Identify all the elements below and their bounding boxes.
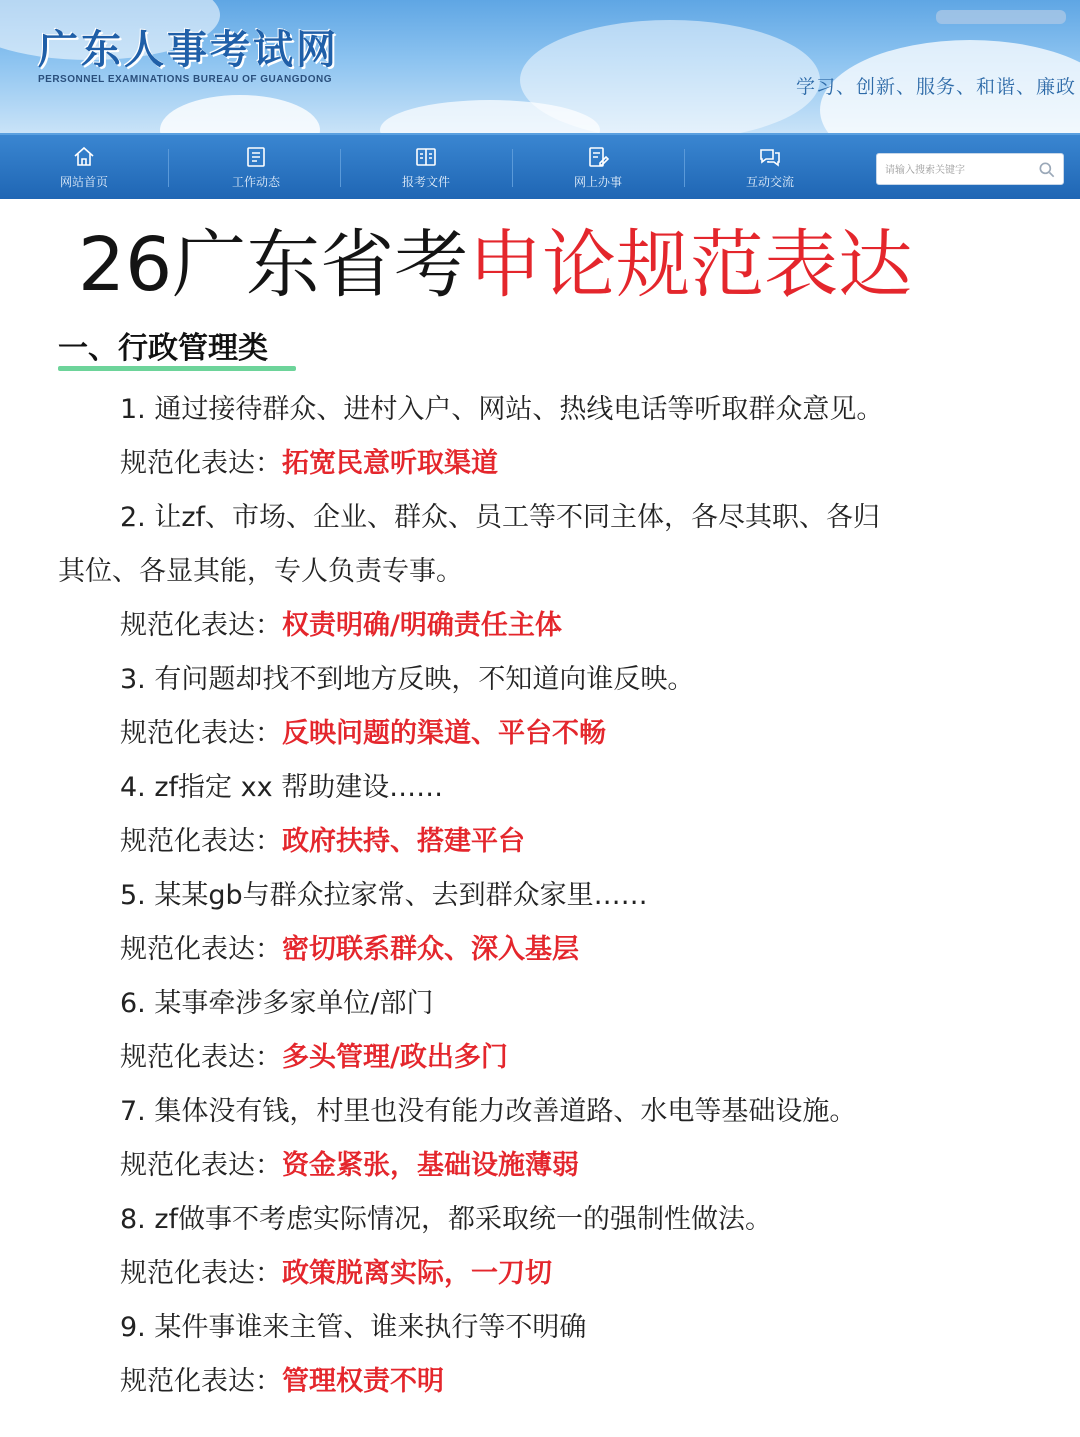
answer-label: 规范化表达：: [120, 1258, 282, 1289]
nav-item-label: 报考文件: [401, 174, 450, 189]
main-nav: [0, 133, 1080, 199]
item-answer-line: [120, 1254, 552, 1294]
home-icon: [72, 145, 96, 169]
search-box: [876, 153, 1064, 185]
answer-text: 资金紧张，基础设施薄弱: [282, 1150, 579, 1181]
page-title: [78, 220, 1058, 310]
item-question-continued: 其位、各显其能，专人负责专事。: [58, 556, 463, 587]
nav-divider: [684, 149, 685, 187]
item-question: 4. zf指定 xx 帮助建设……: [120, 772, 444, 803]
answer-label: 规范化表达：: [120, 610, 282, 641]
nav-divider: [340, 149, 341, 187]
nav-item-news[interactable]: [196, 135, 316, 199]
site-logo-subtitle: PERSONNEL EXAMINATIONS BUREAU OF GUANGDONG: [38, 74, 332, 85]
item-answer-line: [120, 1362, 444, 1402]
answer-text: 密切联系群众、深入基层: [282, 934, 579, 965]
edit-icon: [586, 145, 610, 169]
answer-text: 管理权责不明: [282, 1366, 444, 1397]
item-answer-line: [120, 444, 498, 484]
section-underline: [58, 366, 296, 371]
item-question: 5. 某某gb与群众拉家常、去到群众家里……: [120, 880, 648, 911]
search-input[interactable]: [885, 160, 1025, 180]
answer-label: 规范化表达：: [120, 1042, 282, 1073]
answer-label: 规范化表达：: [120, 1366, 282, 1397]
item-answer-line: [120, 1038, 508, 1078]
item-answer-line: [120, 606, 562, 646]
item-answer-line: [120, 714, 606, 754]
answer-label: 规范化表达：: [120, 448, 282, 479]
item-question: 2. 让zf、市场、企业、群众、员工等不同主体，各尽其职、各归: [120, 502, 881, 533]
news-icon: [244, 145, 268, 169]
answer-text: 权责明确/明确责任主体: [282, 610, 562, 641]
answer-label: 规范化表达：: [120, 1150, 282, 1181]
item-answer-line: [120, 1146, 579, 1186]
cloud-decoration: [160, 95, 320, 133]
item-answer-line: [120, 822, 525, 862]
answer-text: 政府扶持、搭建平台: [282, 826, 525, 857]
item-question: 9. 某件事谁来主管、谁来执行等不明确: [120, 1312, 587, 1343]
page-title-red: 申论规范表达: [468, 222, 913, 308]
answer-text: 多头管理/政出多门: [282, 1042, 508, 1073]
answer-text: 拓宽民意听取渠道: [282, 448, 498, 479]
blurred-top-links: [936, 10, 1066, 24]
search-icon[interactable]: [1037, 160, 1057, 180]
answer-text: 反映问题的渠道、平台不畅: [282, 718, 606, 749]
answer-label: 规范化表达：: [120, 826, 282, 857]
nav-item-documents[interactable]: [366, 135, 486, 199]
nav-divider: [168, 149, 169, 187]
page-title-black: 26广东省考: [78, 222, 469, 308]
nav-item-label: 网上办事: [573, 174, 622, 189]
item-question: 7. 集体没有钱，村里也没有能力改善道路、水电等基础设施。: [120, 1096, 857, 1127]
nav-item-home[interactable]: [24, 135, 144, 199]
item-question: 1. 通过接待群众、进村入户、网站、热线电话等听取群众意见。: [120, 394, 884, 425]
site-logo-title[interactable]: 广东人事考试网: [38, 26, 339, 73]
nav-item-online-services[interactable]: [538, 135, 658, 199]
document-icon: [414, 145, 438, 169]
answer-text: 政策脱离实际，一刀切: [282, 1258, 552, 1289]
item-question: 6. 某事牵涉多家单位/部门: [120, 988, 434, 1019]
nav-item-label: 网站首页: [59, 174, 108, 189]
site-banner: [0, 0, 1080, 133]
site-slogan: 学习、创新、服务、和谐、廉政: [795, 76, 1076, 98]
answer-label: 规范化表达：: [120, 934, 282, 965]
nav-item-label: 互动交流: [745, 174, 794, 189]
nav-item-interaction[interactable]: [710, 135, 830, 199]
nav-item-label: 工作动态: [231, 174, 280, 189]
item-question: 8. zf做事不考虑实际情况，都采取统一的强制性做法。: [120, 1204, 773, 1235]
item-question: 3. 有问题却找不到地方反映，不知道向谁反映。: [120, 664, 695, 695]
chat-icon: [758, 145, 782, 169]
section-heading: 一、行政管理类: [58, 331, 268, 366]
item-answer-line: [120, 930, 579, 970]
answer-label: 规范化表达：: [120, 718, 282, 749]
nav-divider: [512, 149, 513, 187]
